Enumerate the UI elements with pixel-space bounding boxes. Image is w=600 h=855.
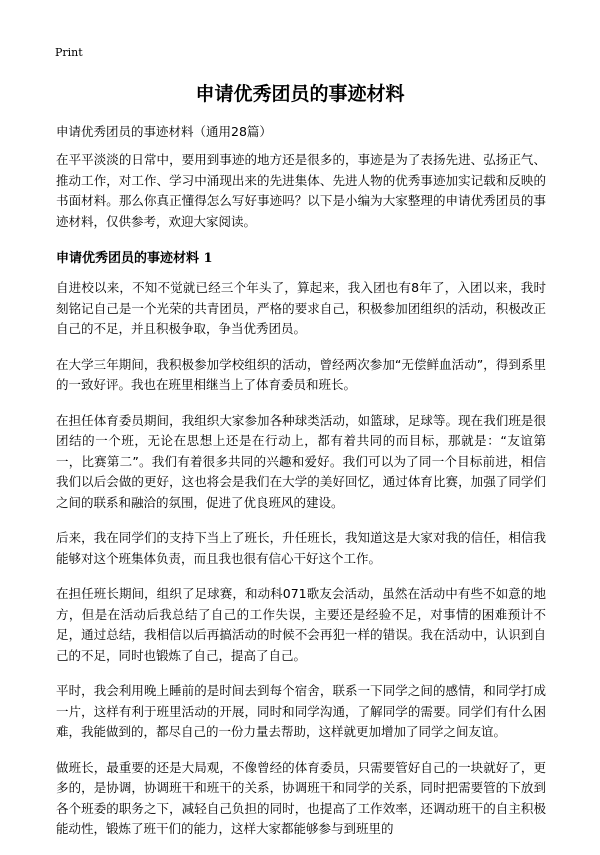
- paragraph-1: 自进校以来，不知不觉就已经三个年头了，算起来，我入团也有8年了，入团以来，我时刻铭记自己是一个光荣的共青团员，严格的要求自己，积极参加团组织的活动，积极改正自己的不足，并且积极争取，争当优秀团员。: [56, 280, 546, 336]
- paragraph-6: 平时，我会利用晚上睡前的是时间去到每个宿舍，联系一下同学之间的感情，和同学打成一片，这样有利于班里活动的开展，同时和同学沟通，了解同学的需要。同学们有什么困难，我能做到的，都尽自己的一份力量去帮助，这样就更加增加了同学之间友谊。: [56, 683, 546, 739]
- paragraph-4: 后来，我在同学们的支持下当上了班长，升任班长，我知道这是大家对我的信任，相信我能够对这个班集体负责，而且我也很有信心干好这个工作。: [56, 530, 546, 566]
- document-title: 申请优秀团员的事迹材料: [195, 83, 405, 105]
- paragraph-2: 在大学三年期间，我积极参加学校组织的活动，曾经两次参加“无偿鲜血活动”，得到系里的一致好评。我也在班里相继当上了体育委员和班长。: [56, 356, 546, 392]
- intro-paragraph: 在平平淡淡的日常中，要用到事迹的地方还是很多的，事迹是为了表扬先进、弘扬正气、推动工作，对工作、学习中涌现出来的先进集体、先进人物的优秀事迹加实记载和反映的书面材料。那么你真正懂得怎么写好事迹吗？以下是小编为大家整理的申请优秀团员的事迹材料，仅供参考，欢迎大家阅读。: [56, 152, 546, 229]
- document-content: [56, 150, 546, 855]
- paragraph-5: 在担任班长期间，组织了足球赛，和动科071歌友会活动，虽然在活动中有些不如意的地方，但是在活动后我总结了自己的工作失误，主要还是经验不足，对事情的困难预计不足，通过总结，我相信以后再搞活动的时候不会再犯一样的错误。我在活动中，认识到自己的不足，同时也锻炼了自己，提高了自己。: [56, 586, 546, 663]
- document-subtitle: 申请优秀团员的事迹材料（通用28篇）: [56, 124, 272, 139]
- section-heading: 申请优秀团员的事迹材料 1: [56, 251, 213, 266]
- paragraph-7: 做班长，最重要的还是大局观，不像曾经的体育委员，只需要管好自己的一块就好了，更多的，是协调，协调班干和班干的关系，协调班干和同学的关系，同时把需要管的下放到各个班委的职务之下，减轻自己负担的同时，也提高了工作效率，还调动班干的自主积极能动性，锻炼了班干们的能力，这样大家都能够参与到班里的: [56, 759, 546, 836]
- print-label[interactable]: Print: [55, 46, 83, 59]
- paragraph-3: 在担任体育委员期间，我组织大家参加各种球类活动，如篮球，足球等。现在我们班是很团结的一个班，无论在思想上还是在行动上，都有着共同的而目标，那就是：“友谊第一，比赛第二”。我们有着很多共同的兴趣和爱好。我们可以为了同一个目标前进，相信我们以后会做的更好，这也将会是我们在大学的美好回忆，通过体育比赛，加强了同学们之间的联系和融洽的氛围，促进了优良班风的建设。: [56, 412, 546, 510]
